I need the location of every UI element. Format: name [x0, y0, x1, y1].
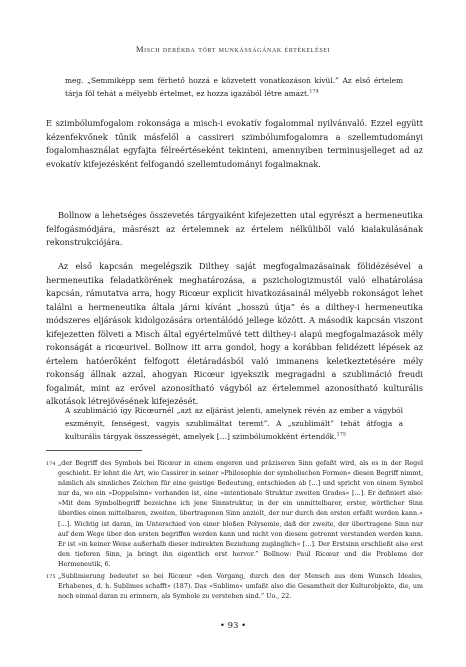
footnote-number: 175 [46, 574, 56, 581]
footnote-text: „der Begriff des Symbols bei Ricœur in einem engeren und präziseren Sinn gefaßt wird, als es in der Regel geschieht. Er lehnt die Art, wie Cassirer in seiner »Philosophie der symbolischen Formen« diesen Begriff nimmt, nämlich als sinnliches Zeichen für eine geistige Bedeutung, entschieden ab […] und spricht von einem Symbol nur da, wo ein »Doppelsinn« vorhanden ist, eine »intentionale Struktur zweiten Grades« […]. Er definiert also: »Mit dem Symbolbegriff bezeichne ich jene Sinnstruktur, in der ein unmittelbarer, erster, wörtlicher Sinn überdies einen mittelbaren, zweiten, übertragenen Sinn anzielt, der nur durch den ersten erfaßt werden kann.« […]. Wichtig ist daran, im Unterschied von einer bloßen Polysemie, daß der zweite, der übertragene Sinn nur auf dem Wege über den ersten begriffen werden kann und nicht von diesem getrennt verstanden werden kann. Er ist »in keiner Weise außerhalb dieser indirekten Beziehung zugänglich« […]. Der Erstsinn erschließt also erst den tieferen Sinn, ja bringt ihn eigentlich erst hervor.” Bollnow: Paul Ricœur und die Probleme der Hermeneutik, 6. [58, 460, 423, 568]
block-quote-1-text: meg. „Semmiképp sem férhető hozzá e közvetett vonatkozáson kívül.” Az első értelem tárja föl tehát a mélyebb értelmet, ez hozza igazából létre amazt. [65, 76, 403, 98]
footnote-ref-174[interactable]: 174 [309, 88, 319, 95]
footnote-number: 174 [46, 461, 56, 467]
paragraph-2: Bollnow a lehetséges összevetés tárgyaiként kifejezetten utal egyrészt a hermeneutika felfogásmódjára, másrészt az értelemnek az értelem nélküliből való kialakulásának rekonstrukciójára. [46, 210, 423, 248]
footnote-text: „Sublimierung bedeutet so bei Ricœur »den Vorgang, durch den der Mensch aus dem Wunsch Ideales, Erhabenes, d. h. Sublimes schafft« (187). Das »Sublime« umfaßt also die Gesamtheit der Kulturobjekte, die, um noch einmal daran zu erinnern, als Symbole zu verstehen sind.” Uo., 22. [58, 573, 423, 601]
page-number: • 93 • [219, 621, 247, 631]
running-head: Misch derékba tört munkásságának értékelései [135, 44, 331, 54]
paragraph-3: Az első kapcsán megelégszik Dilthey saját megfogalmazásainak fölidézésével a hermeneutika feladatkörének meghatározása, a pszichologizmustól való elhatárolása kapcsán, rámutatva arra, hogy Ricœur explicit hivatkozásainál mélyebb rokonságot lehet találni a hermeneutika általa járni kívánt „hosszú útja” és a dilthey-i hermeneutika módszeres eljárások kidolgozására orientálódó jellege között. A második kapcsán viszont kifejezetten fölveti a Misch által egyértelművé tett dilthey-i alapú megfogalmazások mély rokonságát a ricœurivel. Bollnow itt arra gondol, hogy a korábban felidézett lépések az értelem hatóerőként felfogott életáradásból való immanens keletkeztetésére mély rokonság állnak azzal, ahogyan Ricœur igyekszik megragadni a szublimáció freudi fogalmát, mint az erővel azonosítható vágyból az értelemmel azonosítható kulturális alkotások létrejövésének kifejezését. [46, 261, 423, 407]
footnote-174 [46, 459, 423, 570]
footnote-separator [46, 450, 142, 451]
footnote-ref-175[interactable]: 175 [336, 431, 347, 438]
block-quote-2-text: A szublimáció így Ricœurnél „azt az eljárást jelenti, amelynek révén az ember a vágyból eszményit, fenségest, vagyis szublimáltat teremt”. A „szublimált” tehát átfogja a kulturális tárgyak összességét, amelyek […] szimbólumokként értendők. [65, 406, 403, 441]
block-quote-1 [65, 74, 403, 100]
block-quote-2 [65, 404, 403, 443]
footnote-175 [46, 572, 423, 602]
footnotes [46, 459, 423, 602]
paragraph-1: E szimbólumfogalom rokonsága a misch-i evokatív fogalommal nyilvánvaló. Ezzel együtt kézenfekvőnek tűnik másfelől a cassireri szimbólumfogalomra a szellemtudományi fogalomhasználat egyfajta félreértéseként tekinteni, amennyiben terminusjelleget ad az evokatív kifejezésként felfogandó szellemtudományi fogalmaknak. [46, 118, 423, 169]
